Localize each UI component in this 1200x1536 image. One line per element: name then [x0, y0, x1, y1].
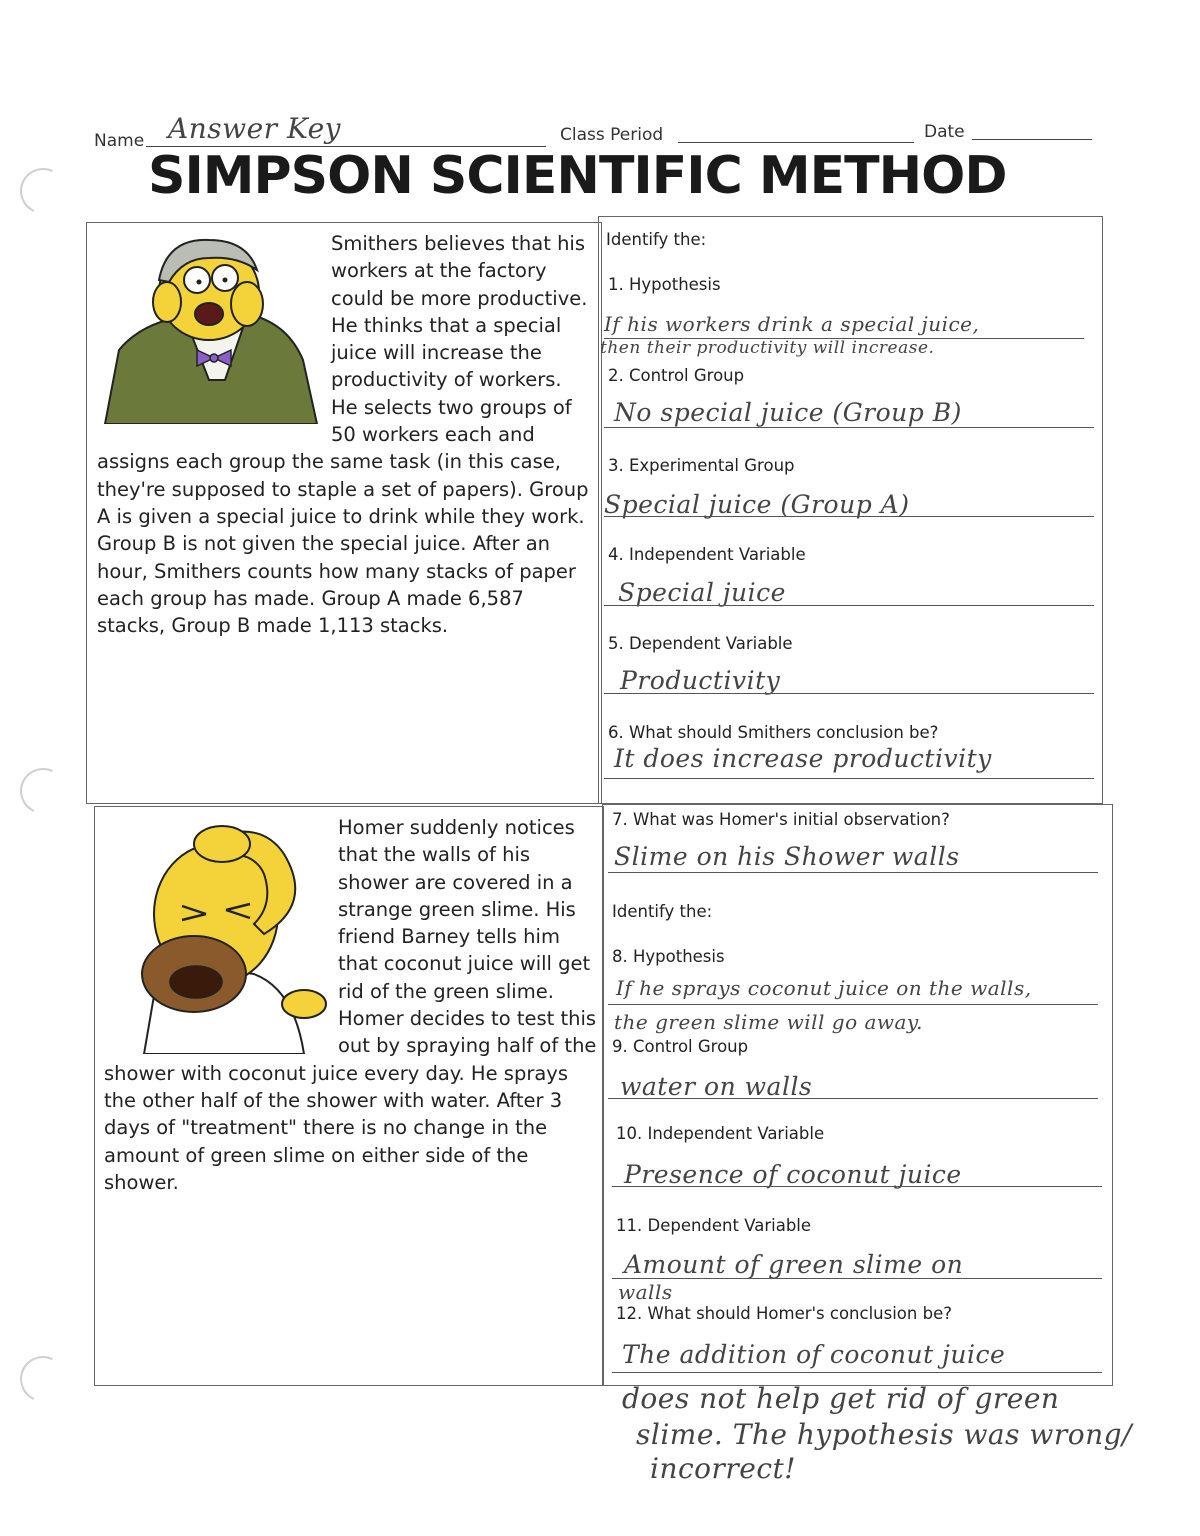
q12-answer-line2: does not help get rid of green [622, 1382, 1060, 1415]
q8-hypothesis-label: 8. Hypothesis [612, 947, 725, 966]
name-label: Name [94, 131, 145, 151]
homer-illustration [104, 814, 338, 1058]
q3-answer-rule[interactable] [604, 516, 1094, 517]
smithers-illustration [97, 230, 331, 426]
homer-story [104, 814, 598, 1196]
q12-conclusion-label: 12. What should Homer's conclusion be? [616, 1304, 952, 1323]
q1-answer-line2: then their productivity will increase. [600, 338, 935, 358]
smithers-story-text: Smithers believes that his workers at the factory could be more productive. He thinks that a special juice will increase the productivity of workers. He selects two groups of 50 workers each and assigns each group the same task (in this case, they're supposed to staple a set of papers). Group A is given a special juice to drink while they work. Group B is not given the special juice. After an hour, Smithers counts how many stacks of paper each group has made. Group A made 6,587 stacks, Group B made 1,113 stacks. [97, 232, 589, 638]
q7-observation-label: 7. What was Homer's initial observation? [612, 810, 950, 829]
q12-answer-line4: incorrect! [650, 1452, 797, 1485]
q3-experimental-group-label: 3. Experimental Group [608, 456, 795, 475]
binder-hole-top [14, 162, 73, 221]
q10-answer: Presence of coconut juice [624, 1160, 962, 1189]
q1-hypothesis-label: 1. Hypothesis [608, 275, 721, 294]
q9-control-group-label: 9. Control Group [612, 1037, 749, 1056]
q8-answer-line2: the green slime will go away. [614, 1010, 923, 1034]
q7-answer: Slime on his Shower walls [614, 842, 960, 871]
date-line[interactable] [972, 139, 1092, 140]
q8-answer-line1: If he sprays coconut juice on the walls, [616, 976, 1032, 1000]
q2-answer-rule[interactable] [604, 427, 1094, 428]
smithers-story [97, 230, 589, 639]
date-label: Date [924, 122, 965, 142]
q7-answer-rule[interactable] [608, 872, 1098, 873]
identify-label-2: Identify the: [612, 902, 713, 921]
q12-answer-rule[interactable] [612, 1372, 1102, 1373]
q1-answer-line1: If his workers drink a special juice, [604, 312, 980, 336]
q4-independent-variable-label: 4. Independent Variable [608, 545, 806, 564]
q12-answer-line3: slime. The hypothesis was wrong/ [636, 1418, 1132, 1451]
q6-answer-rule[interactable] [604, 778, 1094, 779]
class-period-label: Class Period [560, 125, 664, 145]
q6-answer: It does increase productivity [614, 744, 992, 773]
q2-answer: No special juice (Group B) [614, 398, 962, 427]
q8-answer-rule[interactable] [608, 1004, 1098, 1005]
q12-answer-line1: The addition of coconut juice [622, 1340, 1006, 1369]
q5-answer: Productivity [620, 666, 781, 695]
q4-answer: Special juice [618, 578, 786, 607]
q11-answer-line2: walls [618, 1280, 673, 1304]
q11-answer-line1: Amount of green slime on [624, 1250, 964, 1279]
q3-answer: Special juice (Group A) [604, 490, 910, 519]
binder-hole-middle [14, 762, 73, 821]
class-period-line[interactable] [678, 142, 914, 143]
q4-answer-rule[interactable] [604, 605, 1094, 606]
q6-conclusion-label: 6. What should Smithers conclusion be? [608, 723, 939, 742]
q11-answer-rule[interactable] [612, 1278, 1102, 1279]
homer-story-text: Homer suddenly notices that the walls of his shower are covered in a strange green slime. His friend Barney tells him that coconut juice will get rid of the green slime. Homer decides to test this out by spraying half of the shower with coconut juice every day. He sprays the other half of the shower with water. After 3 days of "treatment" there is no change in the amount of green slime on either side of the shower. [104, 816, 597, 1194]
q9-answer: water on walls [620, 1072, 813, 1101]
binder-hole-bottom [14, 1350, 73, 1409]
name-value: Answer Key [168, 112, 341, 145]
q10-independent-variable-label: 10. Independent Variable [616, 1124, 825, 1143]
q11-dependent-variable-label: 11. Dependent Variable [616, 1216, 812, 1235]
q5-dependent-variable-label: 5. Dependent Variable [608, 634, 793, 653]
q9-answer-rule[interactable] [608, 1098, 1098, 1099]
worksheet-title: SIMPSON SCIENTIFIC METHOD [148, 146, 1007, 206]
identify-label-1: Identify the: [606, 230, 707, 249]
q5-answer-rule[interactable] [604, 693, 1094, 694]
q1-answer-rule[interactable] [604, 338, 1084, 339]
q10-answer-rule[interactable] [612, 1186, 1102, 1187]
q2-control-group-label: 2. Control Group [608, 366, 745, 385]
